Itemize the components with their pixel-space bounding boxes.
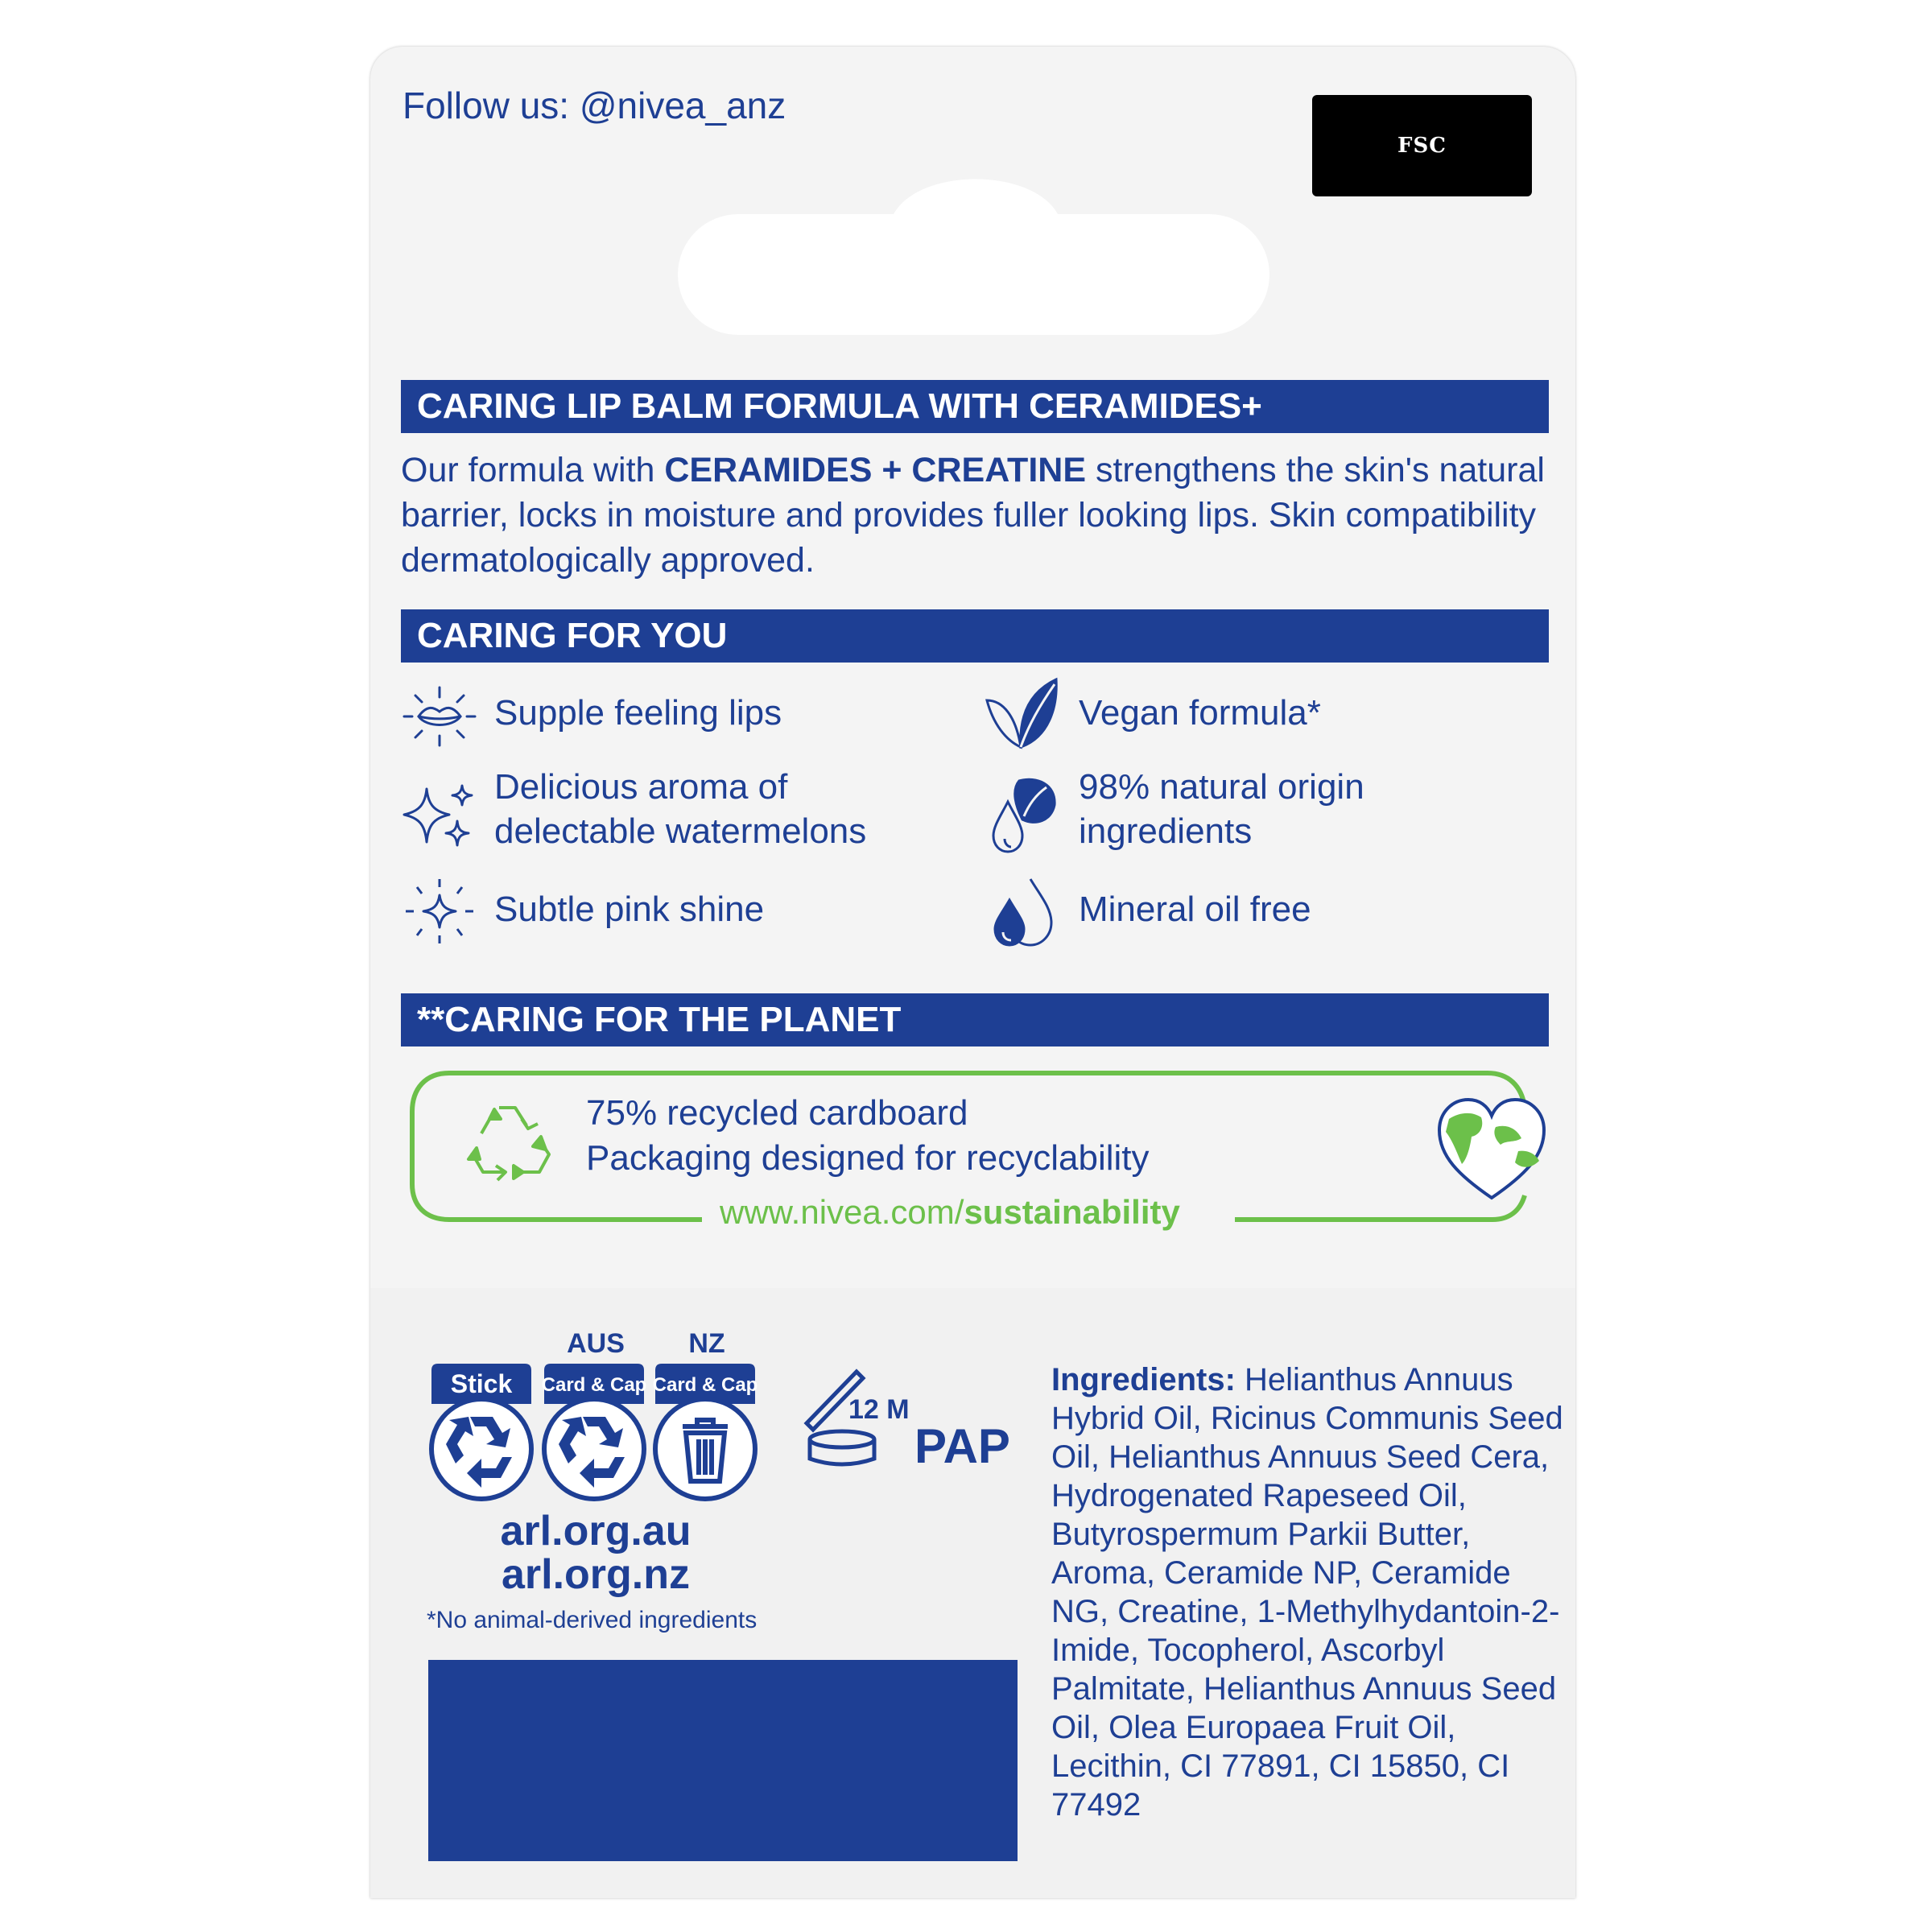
pao-months: 12 M (848, 1394, 910, 1425)
recyclability-text: Packaging designed for recyclability (586, 1138, 1150, 1178)
barcode-area (428, 1660, 1018, 1861)
caring-for-you-heading: CARING FOR YOU (401, 609, 1549, 663)
stick-label: Stick (450, 1369, 513, 1398)
card-cap-recycle-icon (541, 1360, 647, 1502)
ingredients-list: Ingredients: Helianthus Annuus Hybrid Oil, Ricinus Communis Seed Oil, Helianthus Annuus Seed Cera, Hydrogenated Rapeseed Oil, Butyrospermum Parkii Butter, Aroma, Ceramide NP, Ceramide NG, Creatine, 1-Methylhydantoin-2-Imide, Tocopherol, Ascorbyl Palmitate, Helianthus Annuus Seed Oil, Olea Europaea Fruit Oil, Lecithin, CI 77891, CI 15850, CI 77492 (1051, 1362, 1563, 1823)
globe-heart-icon (1435, 1095, 1549, 1203)
feature-aroma: Delicious aroma of delectable watermelons (494, 767, 867, 851)
feature-supple-lips: Supple feeling lips (494, 693, 782, 733)
formula-description: Our formula with CERAMIDES + CREATINE strengthens the skin's natural barrier, locks in moisture and provides fuller looking lips. Skin compatibility dermatologically approved. (401, 451, 1545, 580)
feature-natural-origin: 98% natural origin ingredients (1079, 767, 1364, 851)
recycled-cardboard-text: 75% recycled cardboard (586, 1093, 968, 1133)
vegan-footnote: *No animal-derived ingredients (427, 1607, 758, 1633)
arl-au-link[interactable]: arl.org.au (500, 1508, 691, 1554)
region-nz: NZ (688, 1328, 725, 1359)
arl-nz-link[interactable]: arl.org.nz (501, 1551, 691, 1598)
leaf-icon (984, 676, 1061, 753)
region-aus: AUS (567, 1328, 625, 1359)
fsc-logo: FSC (1312, 95, 1532, 196)
open-jar-icon (797, 1364, 910, 1473)
pap-label: PAP (914, 1419, 1010, 1473)
formula-heading: CARING LIP BALM FORMULA WITH CERAMIDES+ (401, 380, 1549, 433)
feature-mineral-oil-free: Mineral oil free (1079, 890, 1311, 929)
sparkle-icon (399, 779, 477, 852)
feature-vegan: Vegan formula* (1079, 693, 1321, 733)
hang-tab-hole (678, 159, 1274, 336)
card-cap-bin-icon (652, 1360, 758, 1502)
oil-drop-icon (990, 876, 1055, 948)
sustainability-link[interactable]: www.nivea.com/sustainability (708, 1193, 1191, 1232)
lips-icon (401, 684, 478, 749)
leaf-drop-icon (987, 773, 1059, 853)
planet-heading: **CARING FOR THE PLANET (401, 993, 1549, 1046)
social-handle: Follow us: @nivea_anz (402, 85, 786, 126)
feature-pink-shine: Subtle pink shine (494, 890, 765, 929)
card-cap-label: Card & Cap (541, 1374, 647, 1396)
card-cap-nz-label: Card & Cap (652, 1374, 758, 1396)
shine-icon (402, 877, 477, 945)
stick-recycle-icon (428, 1360, 535, 1502)
recycle-icon (465, 1101, 555, 1187)
